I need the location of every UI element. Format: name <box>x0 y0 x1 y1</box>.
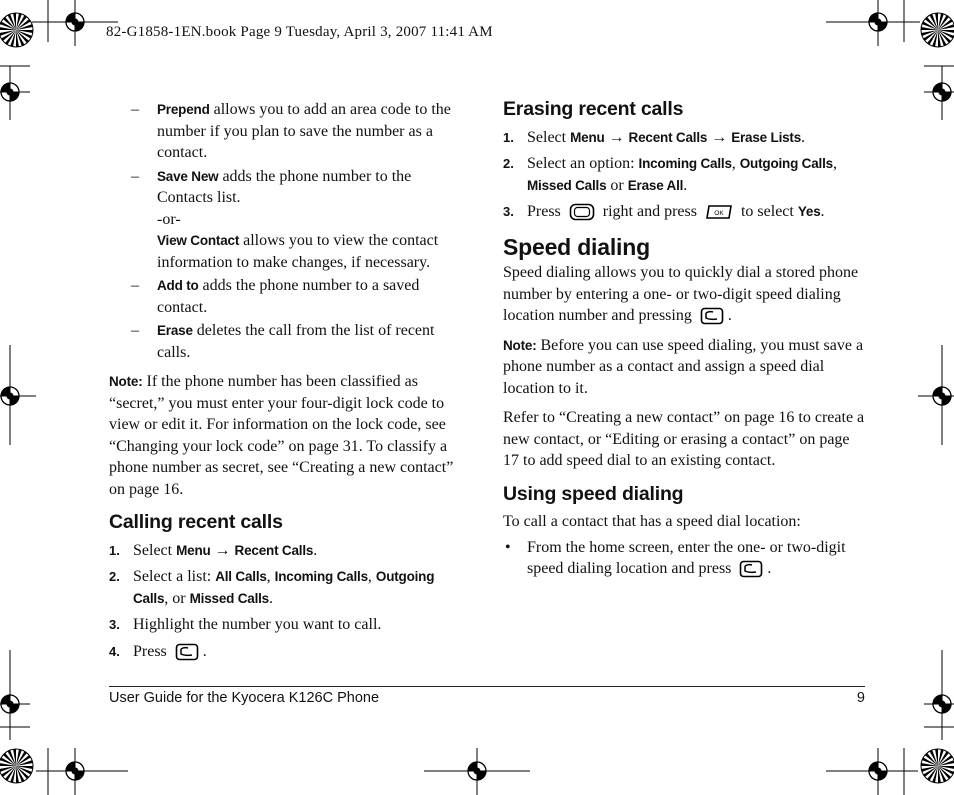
step-text: to select <box>736 203 798 220</box>
option-erase <box>109 320 471 363</box>
printer-starburst-icon <box>0 749 33 783</box>
arrow: → <box>707 128 732 146</box>
punct: . <box>767 560 772 577</box>
section-title: Speed dialing <box>503 233 650 260</box>
step-text: Select an option: <box>527 155 639 172</box>
step-number: 4. <box>109 643 120 659</box>
punct: or <box>606 176 628 194</box>
step <box>109 540 471 562</box>
menu-term: Outgoing Calls <box>739 156 833 171</box>
menu-term: Erase All <box>627 177 684 193</box>
option-text: deletes the call from the list of recent calls. <box>157 322 435 361</box>
option-text: adds the phone number to a saved contact. <box>157 277 420 316</box>
punct: , <box>832 155 837 172</box>
refer-paragraph: Refer to “Creating a new contact” on page 16 to create a new contact, or “Editing or erasing a contact” on page 17 to add speed dial to an existing contact. <box>503 409 865 469</box>
menu-term: Recent Calls <box>628 129 708 145</box>
punct: , <box>731 155 740 172</box>
crop-registration-mark-icon <box>424 748 530 795</box>
section-heading: Using speed dialing <box>503 482 684 505</box>
punct: . <box>801 128 806 146</box>
book-slug: 82-G1858-1EN.book Page 9 Tuesday, April 3, 2007 11:41 AM <box>106 24 493 40</box>
step-text: Press <box>527 203 561 220</box>
left-column <box>109 99 471 667</box>
step-text: Select a list: <box>133 568 216 585</box>
arrow: → <box>210 541 235 559</box>
note-speed <box>503 335 865 400</box>
step-text: Select <box>527 128 571 146</box>
arrow: → <box>604 128 629 146</box>
note-text: Before you can use speed dialing, you must save a phone number as a contact and assign a speed dial location to it. <box>503 336 864 397</box>
paragraph-text: Speed dialing allows you to quickly dial a stored phone number by entering a one- or two-digit speed dialing location number and pressing <box>503 264 859 324</box>
menu-term: Outgoing Calls <box>133 569 435 606</box>
dash-marker: – <box>131 322 139 339</box>
navigation-key-icon <box>569 203 595 221</box>
step-number: 1. <box>503 129 514 145</box>
footer-rule <box>109 686 865 687</box>
page-number: 9 <box>856 690 865 706</box>
option-prepend <box>109 99 471 164</box>
menu-term: Incoming Calls <box>274 569 368 584</box>
step <box>503 127 865 149</box>
dash-marker: – <box>131 167 139 185</box>
send-key-icon <box>700 307 724 325</box>
note-label: Note: <box>109 374 143 389</box>
punct: , or <box>164 589 190 607</box>
menu-term: Menu <box>570 129 605 145</box>
ok-key-icon <box>705 204 733 220</box>
punct: , <box>266 568 275 585</box>
printer-starburst-icon <box>921 13 954 47</box>
option-term: Add to <box>157 278 199 293</box>
step-number: 3. <box>503 204 514 219</box>
step-text: Highlight the number you want to call. <box>133 616 382 633</box>
step-text: right and press <box>598 203 697 220</box>
note-text: If the phone number has been classified as “secret,” you must enter your four-digit lock code to view or edit it. For information on the lock code, see “Changing your lock code” on page 31. To classify a phone number as secret, see “Creating a new contact” on page 16. <box>109 373 454 498</box>
option-term: View Contact <box>157 233 240 248</box>
option-term: Erase <box>157 323 193 338</box>
dash-marker: – <box>131 101 139 118</box>
option-text: allows you to view the contact information to make changes, if necessary. <box>157 232 439 271</box>
menu-term: Missed Calls <box>189 590 269 606</box>
step-number: 2. <box>109 569 120 584</box>
note-secret <box>109 371 471 500</box>
punct: . <box>820 203 825 220</box>
bullet-text: From the home screen, enter the one- or two-digit speed dialing location and press <box>527 538 846 577</box>
send-key-icon <box>175 643 199 661</box>
punct: . <box>727 307 732 324</box>
section-heading: Erasing recent calls <box>503 98 684 120</box>
punct: , <box>367 568 376 585</box>
option-add-to <box>109 275 471 318</box>
option-term: Save New <box>157 168 219 184</box>
step <box>503 201 865 223</box>
step-number: 3. <box>109 617 120 632</box>
bullet-marker: • <box>505 538 511 556</box>
menu-term: All Calls <box>215 569 267 584</box>
step-text: Press <box>133 642 167 660</box>
menu-term: Erase Lists <box>731 129 802 145</box>
step-number: 2. <box>503 156 514 171</box>
right-column <box>503 99 865 580</box>
dash-marker: – <box>131 277 139 294</box>
menu-term: Menu <box>176 542 211 558</box>
step <box>109 566 471 609</box>
option-text: allows you to add an area code to the number if you plan to save the number as a contact. <box>157 101 451 161</box>
menu-term: Recent Calls <box>234 542 314 558</box>
section-heading: Calling recent calls <box>109 511 283 533</box>
send-key-icon <box>739 560 763 578</box>
punct: . <box>683 176 688 194</box>
step <box>503 153 865 196</box>
printer-starburst-icon <box>0 13 33 47</box>
punct: . <box>269 589 273 607</box>
option-save-new <box>109 166 471 274</box>
menu-term: Yes <box>797 204 821 219</box>
menu-term: Missed Calls <box>527 177 607 193</box>
option-term: Prepend <box>157 102 210 117</box>
list-item <box>503 537 865 580</box>
option-text: adds the phone number to the Contacts list. <box>157 167 412 206</box>
step <box>109 641 471 663</box>
punct: . <box>313 541 318 559</box>
svg-text:OK: OK <box>714 210 724 218</box>
or-separator: -or- <box>157 210 181 228</box>
step-number: 1. <box>109 542 120 558</box>
footer-title: User Guide for the Kyocera K126C Phone <box>109 690 380 706</box>
punct: . <box>202 642 207 660</box>
printer-starburst-icon <box>921 749 954 783</box>
step-text: Select <box>133 541 177 559</box>
using-intro: To call a contact that has a speed dial location: <box>503 513 801 530</box>
step <box>109 614 471 636</box>
note-label: Note: <box>503 337 537 353</box>
speed-intro <box>503 262 865 327</box>
menu-term: Incoming Calls <box>638 156 732 171</box>
